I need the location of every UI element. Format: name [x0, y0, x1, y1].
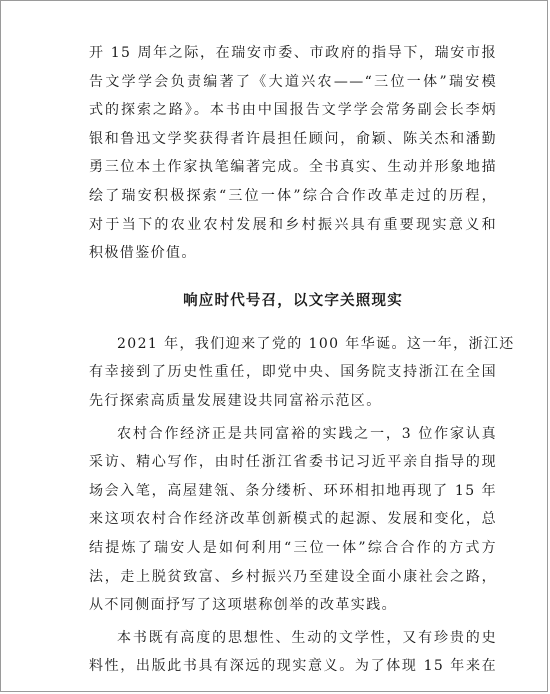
text-line: 从不同侧面抒写了这项堪称创举的改革实践。 — [89, 597, 397, 614]
text-line: 来这项农村合作经济改革创新模式的起源、发展和变化，总 — [89, 511, 497, 528]
article-body — [89, 39, 515, 681]
text-line: 农村合作经济正是共同富裕的实践之一，3 位作家认真 — [117, 425, 497, 442]
text-line: 料性，出版此书具有深远的现实意义。为了体现 15 年来在 — [89, 658, 497, 675]
text-line: 积极借鉴价值。 — [89, 245, 197, 262]
text-line: 式的探索之路》。本书由中国报告文学学会常务副会长李炳 — [89, 102, 497, 119]
text-line: 绘了瑞安积极探索“三位一体”综合合作改革走过的历程， — [89, 187, 497, 204]
text-line: 场会入笔，高屋建瓴、条分缕析、环环相扣地再现了 15 年 — [89, 482, 497, 499]
text-line: 有幸接到了历史性重任，即党中央、国务院支持浙江在全国 — [89, 364, 497, 381]
text-line: 告文学学会负责编著了《大道兴农——“三位一体”瑞安模 — [89, 73, 497, 90]
text-line: 对于当下的农业农村发展和乡村振兴具有重要现实意义和 — [89, 216, 497, 233]
text-line: 开 15 周年之际，在瑞安市委、市政府的指导下，瑞安市报 — [89, 45, 497, 61]
text-line: 法，走上脱贫致富、乡村振兴乃至建设全面小康社会之路， — [89, 568, 497, 585]
text-line: 结提炼了瑞安人是如何利用“三位一体”综合合作的方式方 — [89, 539, 497, 556]
paragraph-3 — [89, 420, 497, 620]
text-line: 本书既有高度的思想性、生动的文学性，又有珍贵的史 — [117, 629, 497, 646]
section-heading: 响应时代号召，以文字关照现实 — [183, 291, 403, 309]
text-line: 采访、精心写作，由时任浙江省委书记习近平亲自指导的现 — [89, 454, 497, 471]
text-line: 勇三位本土作家执笔编著完成。全书真实、生动并形象地描 — [89, 159, 497, 176]
text-line: 先行探索高质量发展建设共同富裕示范区。 — [89, 392, 382, 409]
paragraph-4 — [89, 624, 497, 681]
paragraph-2 — [89, 330, 515, 416]
text-line: 2021 年，我们迎来了党的 100 年华诞。这一年，浙江还 — [117, 335, 515, 352]
text-line: 银和鲁迅文学奖获得者许晨担任顾问，俞颖、陈关杰和潘勤 — [89, 130, 497, 147]
paragraph-1 — [89, 39, 497, 268]
